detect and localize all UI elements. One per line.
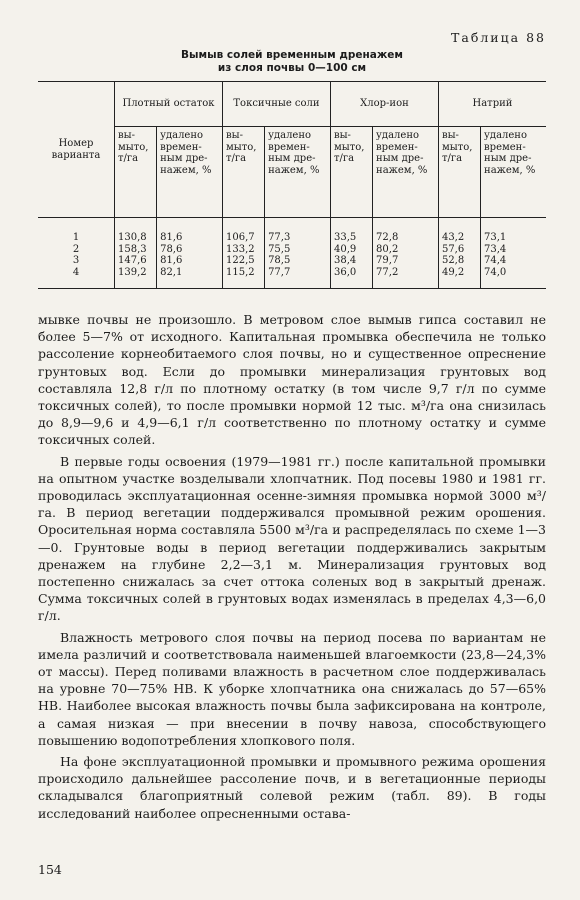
value-cell: 73,1	[481, 218, 546, 244]
group-header: Натрий	[438, 82, 546, 127]
sub-header-washed: вы- мыто, т/га	[330, 127, 372, 218]
value-cell: 106,7	[222, 218, 264, 244]
value-cell: 57,6	[438, 244, 480, 256]
value-cell: 77,2	[373, 267, 439, 289]
paragraph: На фоне эксплуатационной промывки и промывного режима орошения происходило дальнейшее рассоление почв, и в вегетационные периоды складывался благоприятный солевой режим (табл. 89). В годы исследований наиболее опресненными остава-	[38, 754, 546, 821]
value-cell: 122,5	[222, 255, 264, 267]
sub-header-removed: удалено времен- ным дре- нажем, %	[481, 127, 546, 218]
value-cell: 73,4	[481, 244, 546, 256]
table-row	[38, 244, 546, 256]
sub-header-removed: удалено времен- ным дре- нажем, %	[157, 127, 223, 218]
value-cell: 43,2	[438, 218, 480, 244]
value-cell: 38,4	[330, 255, 372, 267]
value-cell: 133,2	[222, 244, 264, 256]
group-header: Хлор-ион	[330, 82, 438, 127]
paragraph: мывке почвы не произошло. В метровом слое вымыв гипса составил не более 5—7% от исходного. Капитальная промывка обеспечила не только рассоление корнеобитаемого слоя почвы, но и существенное опреснение грунтовых вод. Если до промывки минерализация грунтовых вод составляла 12,8 г/л по плотному остатку (в том числе 9,7 г/л по сумме токсичных солей), то после промывки нормой 12 тыс. м³/га она снизилась до 8,9—9,6 и 4,9—6,1 г/л соответственно по плотному остатку и сумме токсичных солей.	[38, 312, 546, 448]
value-cell: 81,6	[157, 255, 223, 267]
salt-washout-table	[38, 81, 546, 289]
value-cell: 74,4	[481, 255, 546, 267]
table-number: Таблица 88	[451, 30, 546, 45]
sub-header-washed: вы- мыто, т/га	[438, 127, 480, 218]
value-cell: 52,8	[438, 255, 480, 267]
value-cell: 82,1	[157, 267, 223, 289]
variant-cell: 4	[72, 266, 80, 278]
paragraph: В первые годы освоения (1979—1981 гг.) после капитальной промывки на опытном участке возделывали хлопчатник. Под посевы 1980 и 1981 гг. проводилась эксплуатационная осенне-зимняя промывка нормой 3000 м³/га. В период вегетации поддерживался промывной режим орошения. Оросительная норма составляла 5500 м³/га и распределялась по схеме 1—3—0. Грунтовые воды в период вегетации поддерживались закрытым дренажем на глубине 2,2—3,1 м. Минерализация грунтовых вод постепенно снижалась за счет оттока соленых вод в закрытый дренаж. Сумма токсичных солей в грунтовых водах изменялась в пределах 4,3—6,0 г/л.	[38, 453, 546, 624]
value-cell: 81,6	[157, 218, 223, 244]
table-body	[38, 218, 546, 289]
variant-cell: 3	[72, 255, 80, 266]
value-cell: 33,5	[330, 218, 372, 244]
group-header: Токсичные соли	[222, 82, 330, 127]
sub-header-washed: вы- мыто, т/га	[222, 127, 264, 218]
page	[38, 30, 546, 826]
value-cell: 72,8	[373, 218, 439, 244]
value-cell: 77,7	[265, 267, 331, 289]
table-row	[38, 255, 546, 267]
paragraph: Влажность метрового слоя почвы на период посева по вариантам не имела различий и соответствовала наименьшей влагоемкости (23,8—24,3% от массы). Перед поливами влажность в расчетном слое поддерживалась на уровне 70—75% НВ. К уборке хлопчатника она снижалась до 57—65% НВ. Наиболее высокая влажность почвы была зафиксирована на контроле, а самая низкая — при внесении в почву навоза, способствующего повышению водопотребления хлопкового поля.	[38, 629, 546, 748]
body-text	[38, 311, 546, 822]
caption-line-2: из слоя почвы 0—100 см	[217, 62, 367, 74]
sub-header-removed: удалено времен- ным дре- нажем, %	[265, 127, 331, 218]
page-number: 154	[38, 862, 62, 877]
table-caption	[38, 49, 546, 75]
value-cell: 115,2	[222, 267, 264, 289]
value-cell: 80,2	[373, 244, 439, 256]
group-header: Плотный остаток	[115, 82, 223, 127]
value-cell: 147,6	[115, 255, 157, 267]
sub-header-washed: вы- мыто, т/га	[115, 127, 157, 218]
value-cell: 74,0	[481, 267, 546, 289]
sub-header-removed: удалено времен- ным дре- нажем, %	[373, 127, 439, 218]
value-cell: 139,2	[115, 267, 157, 289]
variant-cell: 2	[72, 243, 80, 255]
value-cell: 75,5	[265, 244, 331, 256]
variant-header: Номер варианта	[38, 82, 115, 218]
value-cell: 40,9	[330, 244, 372, 256]
value-cell: 79,7	[373, 255, 439, 267]
value-cell: 158,3	[115, 244, 157, 256]
value-cell: 36,0	[330, 267, 372, 289]
variant-cell: 1	[72, 232, 80, 243]
caption-line-1: Вымыв солей временным дренажем	[181, 49, 403, 61]
value-cell: 78,6	[157, 244, 223, 256]
table-row	[38, 218, 546, 244]
value-cell: 78,5	[265, 255, 331, 267]
value-cell: 130,8	[115, 218, 157, 244]
value-cell: 77,3	[265, 218, 331, 244]
table-row	[38, 267, 546, 289]
value-cell: 49,2	[438, 267, 480, 289]
